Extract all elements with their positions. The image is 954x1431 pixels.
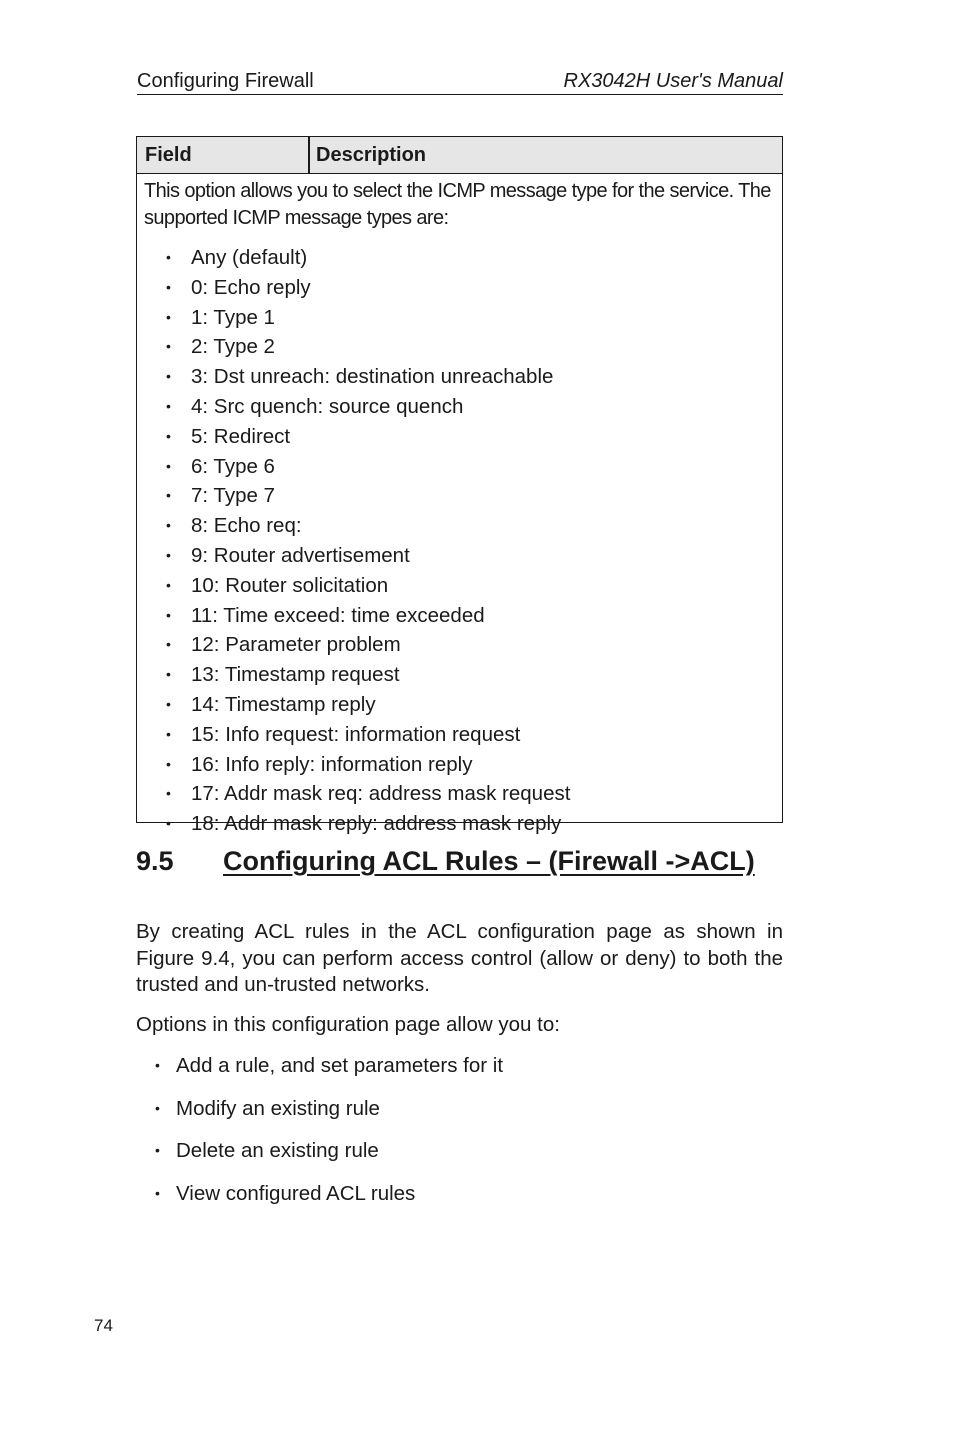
section-heading (136, 846, 783, 877)
option-item-text: Add a rule, and set parameters for it (176, 1054, 504, 1077)
option-item (155, 1179, 503, 1222)
bullet-icon: • (166, 636, 171, 653)
icmp-type-item-text: 7: Type 7 (191, 484, 275, 508)
bullet-icon: • (166, 755, 171, 772)
field-description-table (136, 136, 783, 836)
bullet-icon: • (166, 725, 171, 742)
icmp-type-item (166, 303, 775, 333)
icmp-type-item (166, 750, 775, 780)
bullet-icon: • (166, 606, 171, 623)
icmp-type-item (166, 541, 775, 571)
page-number: 74 (94, 1316, 113, 1335)
bullet-icon: • (166, 338, 171, 355)
icmp-type-item (166, 571, 775, 601)
icmp-type-item-text: 12: Parameter problem (191, 633, 401, 657)
bullet-icon: • (155, 1142, 160, 1158)
bullet-icon: • (166, 666, 171, 683)
option-item (155, 1094, 503, 1137)
bullet-icon: • (155, 1099, 160, 1116)
bullet-icon: • (166, 249, 171, 265)
icmp-type-item-text: 6: Type 6 (191, 454, 275, 478)
icmp-intro-text: This option allows you to select the ICMP message type for the service. The supported ICMP message types are: (144, 180, 771, 229)
icmp-type-item (166, 422, 775, 452)
icmp-type-item-text: 5: Redirect (191, 424, 291, 448)
column-divider (308, 137, 310, 173)
icmp-type-item (166, 630, 775, 660)
options-list (155, 1051, 503, 1221)
option-item (155, 1051, 503, 1094)
column-header-description: Description (316, 144, 427, 166)
icmp-type-item-text: 3: Dst unreach: destination unreachable (191, 365, 554, 389)
bullet-icon: • (155, 1057, 160, 1073)
icmp-type-item (166, 332, 775, 362)
icmp-type-item (166, 481, 775, 511)
bullet-icon: • (166, 427, 171, 444)
option-item (155, 1136, 503, 1179)
chapter-title: Configuring Firewall (137, 70, 314, 92)
icmp-type-item-text: 11: Time exceed: time exceeded (191, 603, 485, 627)
icmp-type-item-text: 13: Timestamp request (191, 663, 400, 687)
table-header-row (137, 137, 782, 174)
bullet-icon: • (166, 308, 171, 325)
intro-paragraph: By creating ACL rules in the ACL configuration page as shown in Figure 9.4, you can perform access control (allow or deny) to both the trusted and un-trusted networks. (136, 920, 783, 997)
table-body-cell (137, 174, 782, 839)
icmp-type-item-text: 16: Info reply: information reply (191, 752, 473, 776)
icmp-type-item-text: 4: Src quench: source quench (191, 394, 464, 418)
running-header (137, 70, 783, 95)
bullet-icon: • (166, 457, 171, 474)
bullet-icon: • (166, 546, 171, 563)
icmp-type-item (166, 690, 775, 720)
icmp-type-item (166, 243, 775, 273)
icmp-type-item-text: 0: Echo reply (191, 275, 311, 299)
icmp-type-item (166, 779, 775, 809)
bullet-icon: • (166, 278, 171, 295)
column-header-field: Field (145, 144, 192, 166)
icmp-type-item (166, 273, 775, 303)
icmp-type-item-text: 2: Type 2 (191, 335, 275, 359)
icmp-type-item-text: 8: Echo req: (191, 514, 302, 538)
icmp-type-item (166, 601, 775, 631)
option-item-text: View configured ACL rules (176, 1181, 416, 1205)
bullet-icon: • (166, 576, 171, 593)
option-item-text: Modify an existing rule (176, 1096, 380, 1120)
icmp-type-item-text: 18: Addr mask reply: address mask reply (191, 812, 562, 836)
icmp-type-item-text: 14: Timestamp reply (191, 692, 376, 716)
bullet-icon: • (166, 368, 171, 385)
bullet-icon: • (166, 487, 171, 504)
icmp-type-item-text: 17: Addr mask req: address mask request (191, 782, 571, 806)
icmp-type-item (166, 720, 775, 750)
icmp-type-item (166, 511, 775, 541)
bullet-icon: • (166, 785, 171, 802)
bullet-icon: • (166, 517, 171, 534)
bullet-icon: • (166, 397, 171, 414)
icmp-type-list (144, 243, 775, 839)
icmp-type-item-text: 1: Type 1 (191, 305, 275, 329)
icmp-type-item (166, 809, 775, 839)
icmp-type-item (166, 660, 775, 690)
options-lead-paragraph: Options in this configuration page allow you to: (136, 1013, 560, 1036)
icmp-type-item-text: Any (default) (191, 246, 308, 269)
manual-title: RX3042H User's Manual (563, 70, 783, 92)
icmp-type-item-text: 10: Router solicitation (191, 573, 389, 597)
option-item-text: Delete an existing rule (176, 1139, 379, 1162)
bullet-icon: • (155, 1184, 160, 1201)
icmp-type-item (166, 392, 775, 422)
icmp-type-item-text: 9: Router advertisement (191, 543, 410, 567)
section-number: 9.5 (136, 846, 174, 876)
icmp-type-item-text: 15: Info request: information request (191, 722, 521, 746)
section-title: Configuring ACL Rules – (Firewall ->ACL) (223, 846, 755, 876)
icmp-type-item (166, 452, 775, 482)
bullet-icon: • (166, 815, 171, 832)
icmp-type-item (166, 362, 775, 392)
bullet-icon: • (166, 695, 171, 712)
